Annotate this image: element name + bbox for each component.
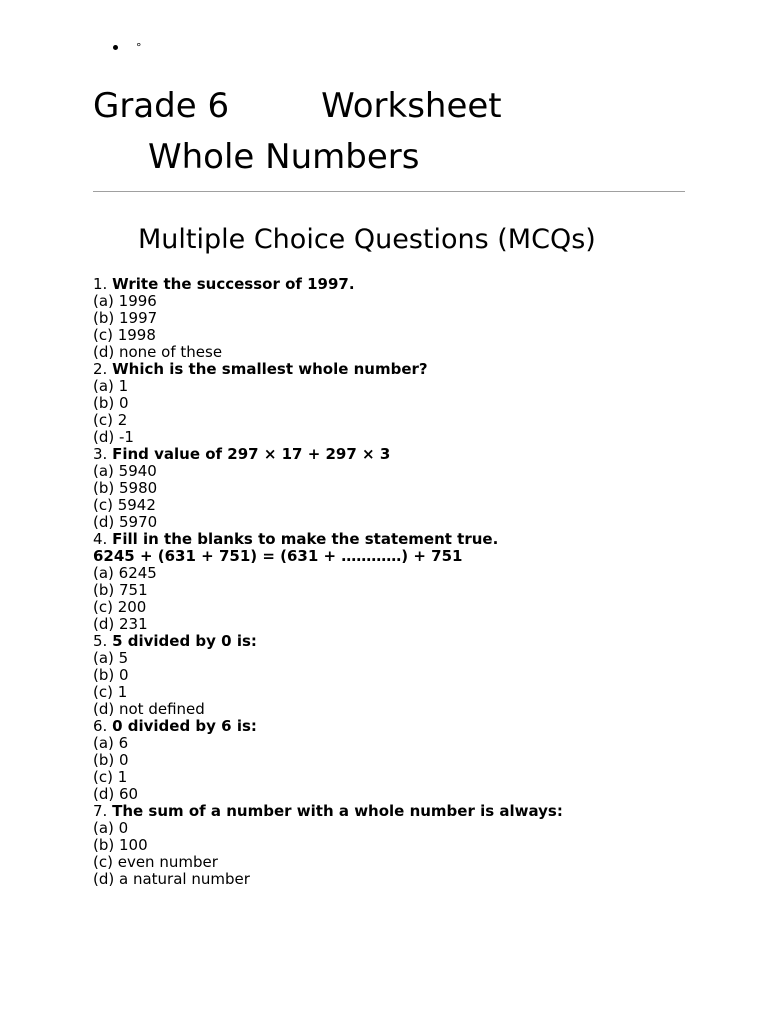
option: (c) even number [93,853,218,871]
option: (d) 231 [93,615,148,633]
question-6 [93,718,733,735]
option: (b) 0 [93,751,129,769]
question-number: 7. [93,802,108,820]
option: (c) 200 [93,598,147,616]
option: (d) -1 [93,428,134,446]
option: (b) 5980 [93,479,158,497]
question-text: Find value of 297 × 17 + 297 × 3 [112,445,391,463]
option: (b) 100 [93,836,148,854]
title-topic: Whole Numbers [148,137,420,177]
option: (a) 5 [93,649,129,667]
option: (d) not defined [93,700,205,718]
title-grade: Grade 6 [93,86,230,126]
question-subtext: 6245 + (631 + 751) = (631 + …………) + 751 [93,547,463,565]
question-number: 1. [93,275,108,293]
option: (b) 1997 [93,309,158,327]
question-text: Which is the smallest whole number? [112,360,428,378]
bullet-text: ° [136,41,142,54]
option: (c) 2 [93,411,128,429]
question-number: 2. [93,360,108,378]
question-text: Fill in the blanks to make the statement true. [112,530,499,548]
option: (c) 1 [93,683,128,701]
question-1 [93,276,733,293]
question-7 [93,803,733,820]
question-4 [93,531,733,548]
option: (d) a natural number [93,870,250,888]
horizontal-divider [93,191,685,192]
question-2 [93,361,733,378]
question-text: 5 divided by 0 is: [112,632,257,650]
option: (d) 5970 [93,513,158,531]
bullet-icon [113,45,118,50]
option: (a) 1996 [93,292,157,310]
question-number: 4. [93,530,108,548]
question-5 [93,633,733,650]
bullet-list-item [113,40,142,56]
option: (b) 751 [93,581,148,599]
option: (b) 0 [93,394,129,412]
option: (b) 0 [93,666,129,684]
option: (a) 6 [93,734,129,752]
title-worksheet: Worksheet [321,86,502,126]
option: (d) none of these [93,343,223,361]
section-heading: Multiple Choice Questions (MCQs) [138,224,596,255]
question-number: 6. [93,717,108,735]
option: (c) 5942 [93,496,156,514]
option: (a) 1 [93,377,129,395]
question-number: 5. [93,632,108,650]
option: (a) 6245 [93,564,157,582]
option: (c) 1998 [93,326,156,344]
question-3 [93,446,733,463]
question-text: Write the successor of 1997. [112,275,355,293]
question-list [93,276,733,888]
option: (d) 60 [93,785,139,803]
option: (a) 5940 [93,462,157,480]
question-number: 3. [93,445,108,463]
option: (c) 1 [93,768,128,786]
title-line-1 [93,86,502,126]
question-text: 0 divided by 6 is: [112,717,257,735]
option: (a) 0 [93,819,129,837]
question-text: The sum of a number with a whole number is always: [112,802,563,820]
